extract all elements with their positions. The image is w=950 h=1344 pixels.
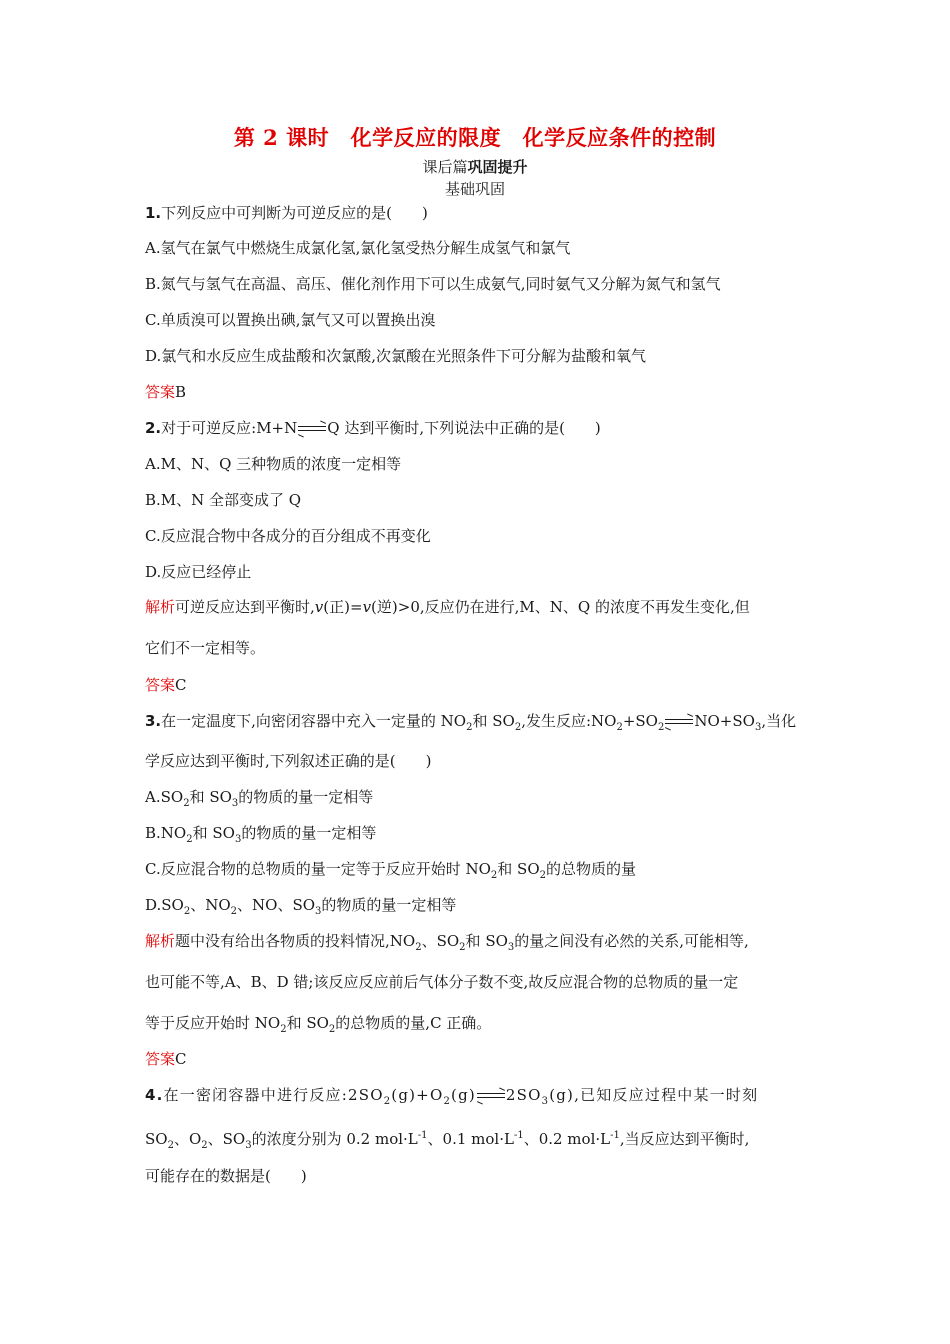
- question-2-stem: 2.对于可逆反应:M+N Q 达到平衡时,下列说法中正确的是( ): [145, 419, 601, 437]
- question-4-stem-cont-1: $SO_2$、$O_2$、$SO_3$的浓度分别为 0.2 $mol\cdot L^{-1}$、0.1 $mol\cdot L^{-1}$、0.2 $mol\cdot L^{-1}$,当反应达到平衡时,: [145, 1130, 750, 1151]
- question-3-option-a: $A.SO_2$和 $SO_3$的物质的量一定相等: [145, 788, 374, 809]
- question-1-option-b: B.氮气与氢气在高温、高压、催化剂作用下可以生成氨气,同时氨气又分解为氮气和氢气: [145, 275, 721, 293]
- question-2-option-b: B.M、N 全部变成了 Q: [145, 491, 302, 509]
- equilibrium-arrow-icon: [298, 424, 326, 434]
- question-3-analysis-cont-1: 也可能不等,A、B、D 错;该反应反应前后气体分子数不变,故反应混合物的总物质的量一定: [145, 973, 739, 991]
- page-title: 第 2 课时 化学反应的限度 化学反应条件的控制: [233, 125, 717, 150]
- equilibrium-arrow-icon: [477, 1091, 505, 1101]
- question-1-stem: 1.下列反应中可判断为可逆反应的是( ): [145, 204, 428, 222]
- question-3-option-c: C.反应混合物的总物质的量一定等于反应开始时 $NO_2$和 $SO_2$的总物质的量: [145, 860, 637, 881]
- question-3-answer: 答案C: [145, 1050, 187, 1068]
- question-2-option-c: C.反应混合物中各成分的百分组成不再变化: [145, 527, 431, 545]
- section-heading: 基础巩固: [444, 180, 505, 198]
- question-1-option-a: A.氢气在氯气中燃烧生成氯化氢,氯化氢受热分解生成氢气和氯气: [145, 239, 571, 257]
- question-4-stem: 4.在一密闭容器中进行反应$:2SO_2(g)+O_2(g)$ $2SO_3(g)$,已知反应过程中某一时刻: [145, 1086, 759, 1107]
- question-3-analysis-cont-2: 等于反应开始时 $NO_2$和 $SO_2$的总物质的量,C 正确。: [145, 1014, 492, 1035]
- question-2-option-d: D.反应已经停止: [145, 563, 252, 581]
- question-2-analysis-cont: 它们不一定相等。: [145, 639, 266, 657]
- question-3-stem-cont: 学反应达到平衡时,下列叙述正确的是( ): [145, 752, 432, 770]
- question-3-option-b: $B.NO_2$和 $SO_3$的物质的量一定相等: [145, 824, 377, 845]
- question-1-answer: 答案B: [145, 383, 187, 401]
- question-1-option-d: D.氯气和水反应生成盐酸和次氯酸,次氯酸在光照条件下可分解为盐酸和氧气: [145, 347, 647, 365]
- question-4-stem-cont-2: 可能存在的数据是( ): [145, 1167, 307, 1185]
- question-3-option-d: $D.SO_2$、$NO_2$、NO、$SO_3$的物质的量一定相等: [145, 896, 457, 917]
- equilibrium-arrow-icon: [665, 717, 693, 727]
- question-3-stem: 3.在一定温度下,向密闭容器中充入一定量的 $NO_2$和 $SO_2$,发生反应$:NO_2+SO_2$ $NO+SO_3$,当化: [145, 712, 797, 733]
- page-subtitle: 课后篇巩固提升: [422, 158, 528, 176]
- question-2-option-a: A.M、N、Q 三种物质的浓度一定相等: [145, 455, 402, 473]
- question-2-answer: 答案C: [145, 676, 187, 694]
- question-2-analysis: 解析可逆反应达到平衡时,v(正)=v(逆)>0,反应仍在进行,M、N、Q 的浓度不再发生变化,但: [145, 598, 750, 616]
- question-1-option-c: C.单质溴可以置换出碘,氯气又可以置换出溴: [145, 311, 436, 329]
- question-3-analysis: 解析题中没有给出各物质的投料情况$,NO_2$、$SO_2$和 $SO_3$的量之间没有必然的关系,可能相等,: [145, 932, 749, 953]
